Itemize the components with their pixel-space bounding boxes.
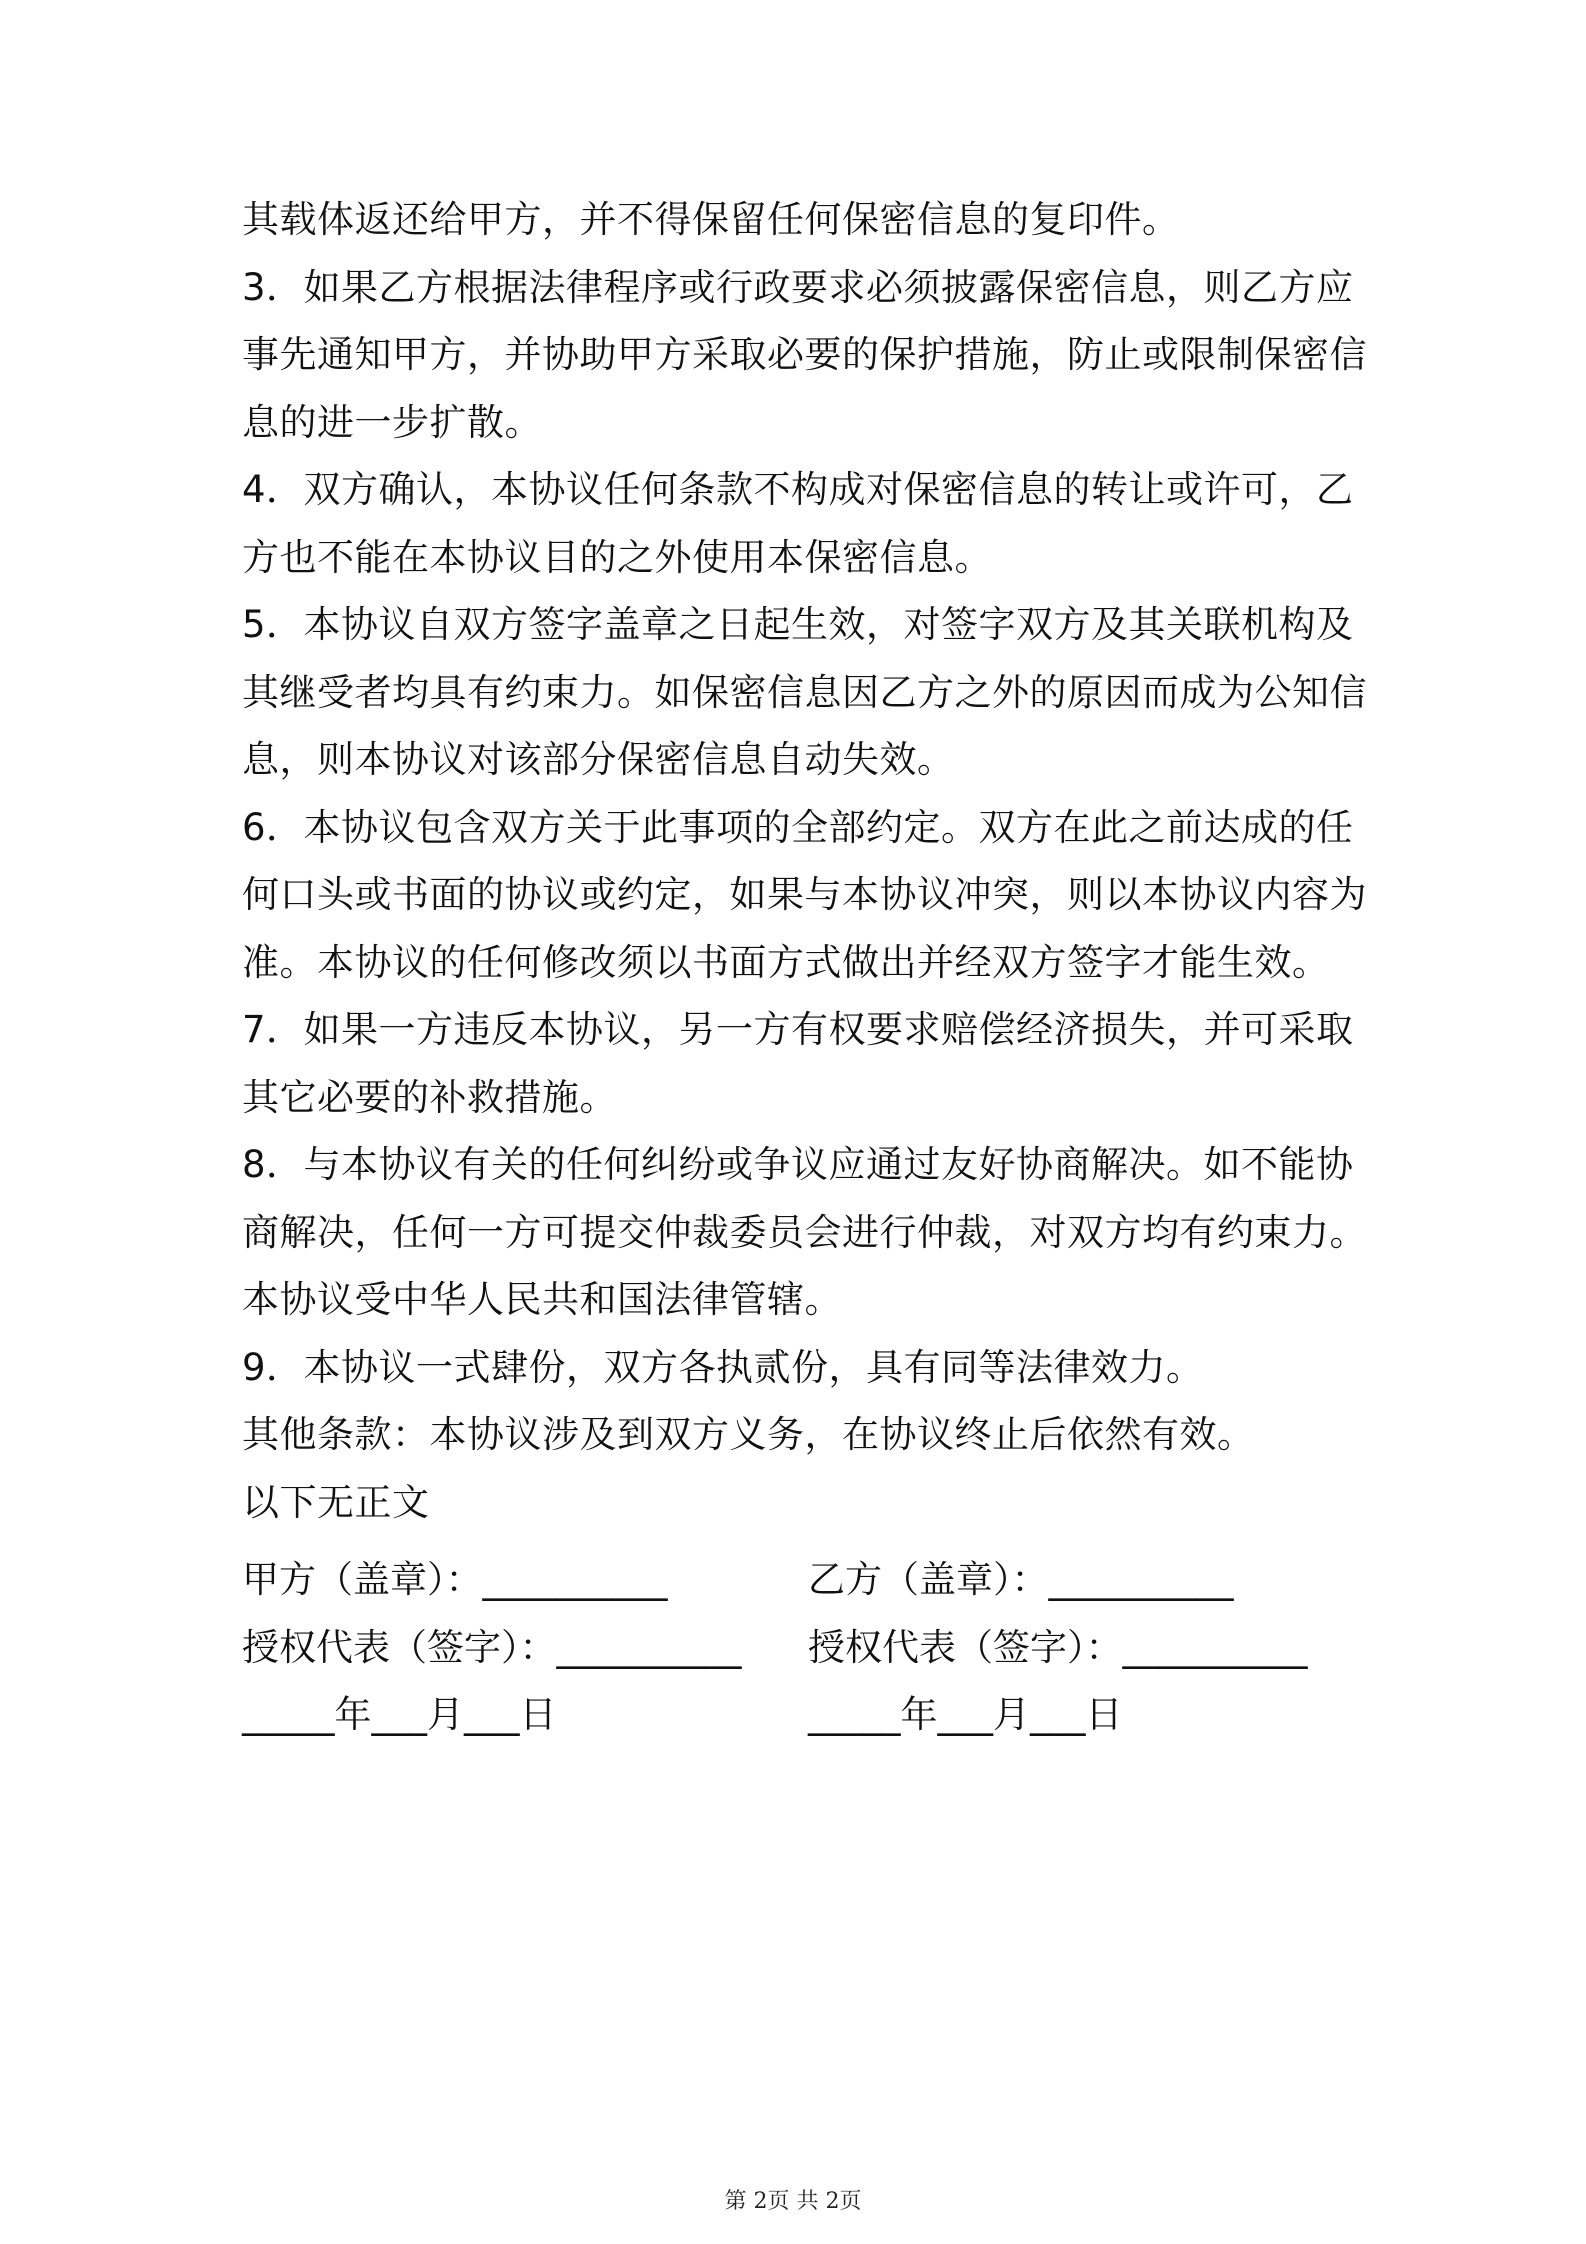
paragraph-line: 其他条款：本协议涉及到双方义务，在协议终止后依然有效。 bbox=[242, 1413, 1255, 1456]
paragraph-line: 6．本协议包含双方关于此事项的全部约定。双方在此之前达成的任 bbox=[242, 805, 1354, 849]
party-b-representative-field: 授权代表（签字）：__________ bbox=[808, 1625, 1308, 1669]
party-a-date-field: _____年___月___日 bbox=[242, 1693, 557, 1736]
paragraph-line: 息的进一步扩散。 bbox=[242, 400, 542, 444]
paragraph-line: 8．与本协议有关的任何纠纷或争议应通过友好协商解决。如不能协 bbox=[242, 1143, 1354, 1186]
party-a-seal-field: 甲方（盖章）：__________ bbox=[242, 1558, 668, 1601]
paragraph-line: 准。本协议的任何修改须以书面方式做出并经双方签字才能生效。 bbox=[242, 940, 1330, 984]
paragraph-line: 其载体返还给甲方，并不得保留任何保密信息的复印件。 bbox=[242, 198, 1180, 241]
paragraph-line: 9．本协议一式肆份，双方各执贰份，具有同等法律效力。 bbox=[242, 1345, 1204, 1389]
paragraph-line: 本协议受中华人民共和国法律管辖。 bbox=[242, 1278, 842, 1321]
signature-block bbox=[242, 1546, 1360, 1749]
paragraph-line: 5．本协议自双方签字盖章之日起生效，对签字双方及其关联机构及 bbox=[242, 603, 1354, 646]
paragraph-line: 其继受者均具有约束力。如保密信息因乙方之外的原因而成为公知信 bbox=[242, 670, 1367, 714]
paragraph-line: 事先通知甲方，并协助甲方采取必要的保护措施，防止或限制保密信 bbox=[242, 333, 1367, 376]
seal-row bbox=[242, 1546, 1360, 1614]
party-b-seal-field: 乙方（盖章）：__________ bbox=[808, 1558, 1234, 1601]
date-row bbox=[242, 1681, 1360, 1749]
paragraph-line: 息，则本协议对该部分保密信息自动失效。 bbox=[242, 738, 955, 781]
paragraph-line: 其它必要的补救措施。 bbox=[242, 1075, 617, 1119]
paragraph-line: 7．如果一方违反本协议，另一方有权要求赔偿经济损失，并可采取 bbox=[242, 1008, 1354, 1051]
paragraph-line: 4．双方确认，本协议任何条款不构成对保密信息的转让或许可，乙 bbox=[242, 468, 1354, 511]
party-b-date-field: _____年___月___日 bbox=[808, 1693, 1123, 1736]
no-further-text-line: 以下无正文 bbox=[242, 1480, 430, 1524]
paragraph-line: 何口头或书面的协议或约定，如果与本协议冲突，则以本协议内容为 bbox=[242, 873, 1367, 916]
paragraph-line: 方也不能在本协议目的之外使用本保密信息。 bbox=[242, 535, 992, 579]
agreement-body bbox=[242, 186, 1367, 1536]
representative-row bbox=[242, 1614, 1360, 1682]
paragraph-line: 3．如果乙方根据法律程序或行政要求必须披露保密信息，则乙方应 bbox=[242, 265, 1354, 309]
paragraph-line: 商解决，任何一方可提交仲裁委员会进行仲裁，对双方均有约束力。 bbox=[242, 1210, 1367, 1254]
page-number-footer: 第 2页 共 2页 bbox=[724, 2189, 862, 2214]
party-a-representative-field: 授权代表（签字）：__________ bbox=[242, 1625, 742, 1669]
